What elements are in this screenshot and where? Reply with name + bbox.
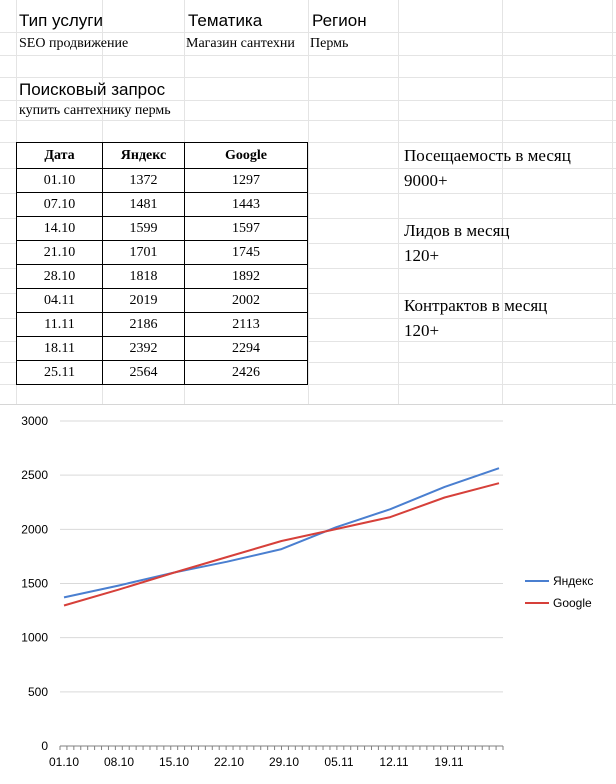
table-row [17, 313, 308, 337]
table-body [17, 169, 308, 385]
x-tick-label: 29.10 [268, 755, 300, 769]
table-cell-google[interactable]: 2294 [185, 337, 308, 361]
column-header-date[interactable]: Дата [17, 143, 103, 169]
table-cell-yandex[interactable]: 1481 [103, 193, 185, 217]
table-row [17, 289, 308, 313]
positions-table [16, 142, 308, 385]
x-tick-label: 19.11 [434, 755, 464, 769]
table-cell-google[interactable]: 1297 [185, 169, 308, 193]
table-row [17, 217, 308, 241]
google-series-line [64, 483, 499, 605]
kpi-leads-label[interactable]: Лидов в месяц [404, 221, 510, 240]
x-tick-label: 08.10 [103, 755, 135, 769]
table-row [17, 337, 308, 361]
table-cell-date[interactable]: 11.11 [17, 313, 103, 337]
service-type-label[interactable]: Тип услуги [19, 11, 103, 30]
column-header-yandex[interactable]: Яндекс [103, 143, 185, 169]
table-cell-google[interactable]: 1597 [185, 217, 308, 241]
topic-label[interactable]: Тематика [188, 11, 263, 30]
table-cell-yandex[interactable]: 1701 [103, 241, 185, 265]
kpi-visits-value[interactable]: 9000+ [404, 171, 448, 190]
query-value[interactable]: купить сантехнику пермь [19, 103, 171, 118]
region-value[interactable]: Пермь [310, 36, 349, 51]
table-cell-yandex[interactable]: 1599 [103, 217, 185, 241]
query-label[interactable]: Поисковый запрос [19, 80, 166, 99]
table-row [17, 193, 308, 217]
chart-svg [0, 405, 616, 784]
table-cell-yandex[interactable]: 2186 [103, 313, 185, 337]
table-cell-google[interactable]: 2002 [185, 289, 308, 313]
table-cell-google[interactable]: 1892 [185, 265, 308, 289]
x-tick-label: 15.10 [158, 755, 190, 769]
table-cell-date[interactable]: 18.11 [17, 337, 103, 361]
table-cell-date[interactable]: 07.10 [17, 193, 103, 217]
table-cell-google[interactable]: 1443 [185, 193, 308, 217]
table-cell-date[interactable]: 14.10 [17, 217, 103, 241]
table-cell-date[interactable]: 04.11 [17, 289, 103, 313]
table-row [17, 265, 308, 289]
y-tick-label: 3000 [21, 414, 48, 428]
positions-line-chart[interactable] [0, 404, 616, 784]
kpi-visits-label[interactable]: Посещаемость в месяц [404, 146, 571, 165]
kpi-contracts-value[interactable]: 120+ [404, 321, 440, 340]
table-cell-date[interactable]: 28.10 [17, 265, 103, 289]
yandex-series-line [64, 468, 499, 597]
table-cell-date[interactable]: 25.11 [17, 361, 103, 385]
legend-google-label: Google [553, 596, 592, 610]
table-cell-google[interactable]: 2113 [185, 313, 308, 337]
table-cell-yandex[interactable]: 1372 [103, 169, 185, 193]
y-tick-label: 2500 [21, 468, 48, 483]
table-cell-date[interactable]: 21.10 [17, 241, 103, 265]
table-row [17, 241, 308, 265]
table-row [17, 169, 308, 193]
y-tick-label: 500 [27, 684, 48, 699]
table-cell-yandex[interactable]: 2019 [103, 289, 185, 313]
x-tick-label: 05.11 [324, 755, 354, 769]
column-header-google[interactable]: Google [185, 143, 308, 169]
table-row [17, 361, 308, 385]
y-tick-label: 2000 [21, 522, 48, 537]
legend-yandex-label: Яндекс [553, 574, 594, 588]
table-cell-yandex[interactable]: 2392 [103, 337, 185, 361]
service-type-value[interactable]: SEO продвижение [19, 36, 129, 51]
table-cell-google[interactable]: 2426 [185, 361, 308, 385]
y-tick-label: 0 [41, 739, 48, 753]
y-tick-label: 1500 [21, 576, 48, 591]
kpi-leads-value[interactable]: 120+ [404, 246, 440, 265]
x-tick-label: 22.10 [213, 755, 245, 769]
x-tick-label: 12.11 [379, 755, 409, 769]
region-label[interactable]: Регион [312, 11, 367, 30]
table-cell-yandex[interactable]: 2564 [103, 361, 185, 385]
y-tick-label: 1000 [21, 630, 48, 645]
x-tick-label: 01.10 [48, 755, 80, 769]
kpi-contracts-label[interactable]: Контрактов в месяц [404, 296, 548, 315]
table-cell-google[interactable]: 1745 [185, 241, 308, 265]
table-cell-date[interactable]: 01.10 [17, 169, 103, 193]
topic-value[interactable]: Магазин сантехни [186, 37, 295, 51]
table-header-row [17, 143, 308, 169]
table-cell-yandex[interactable]: 1818 [103, 265, 185, 289]
